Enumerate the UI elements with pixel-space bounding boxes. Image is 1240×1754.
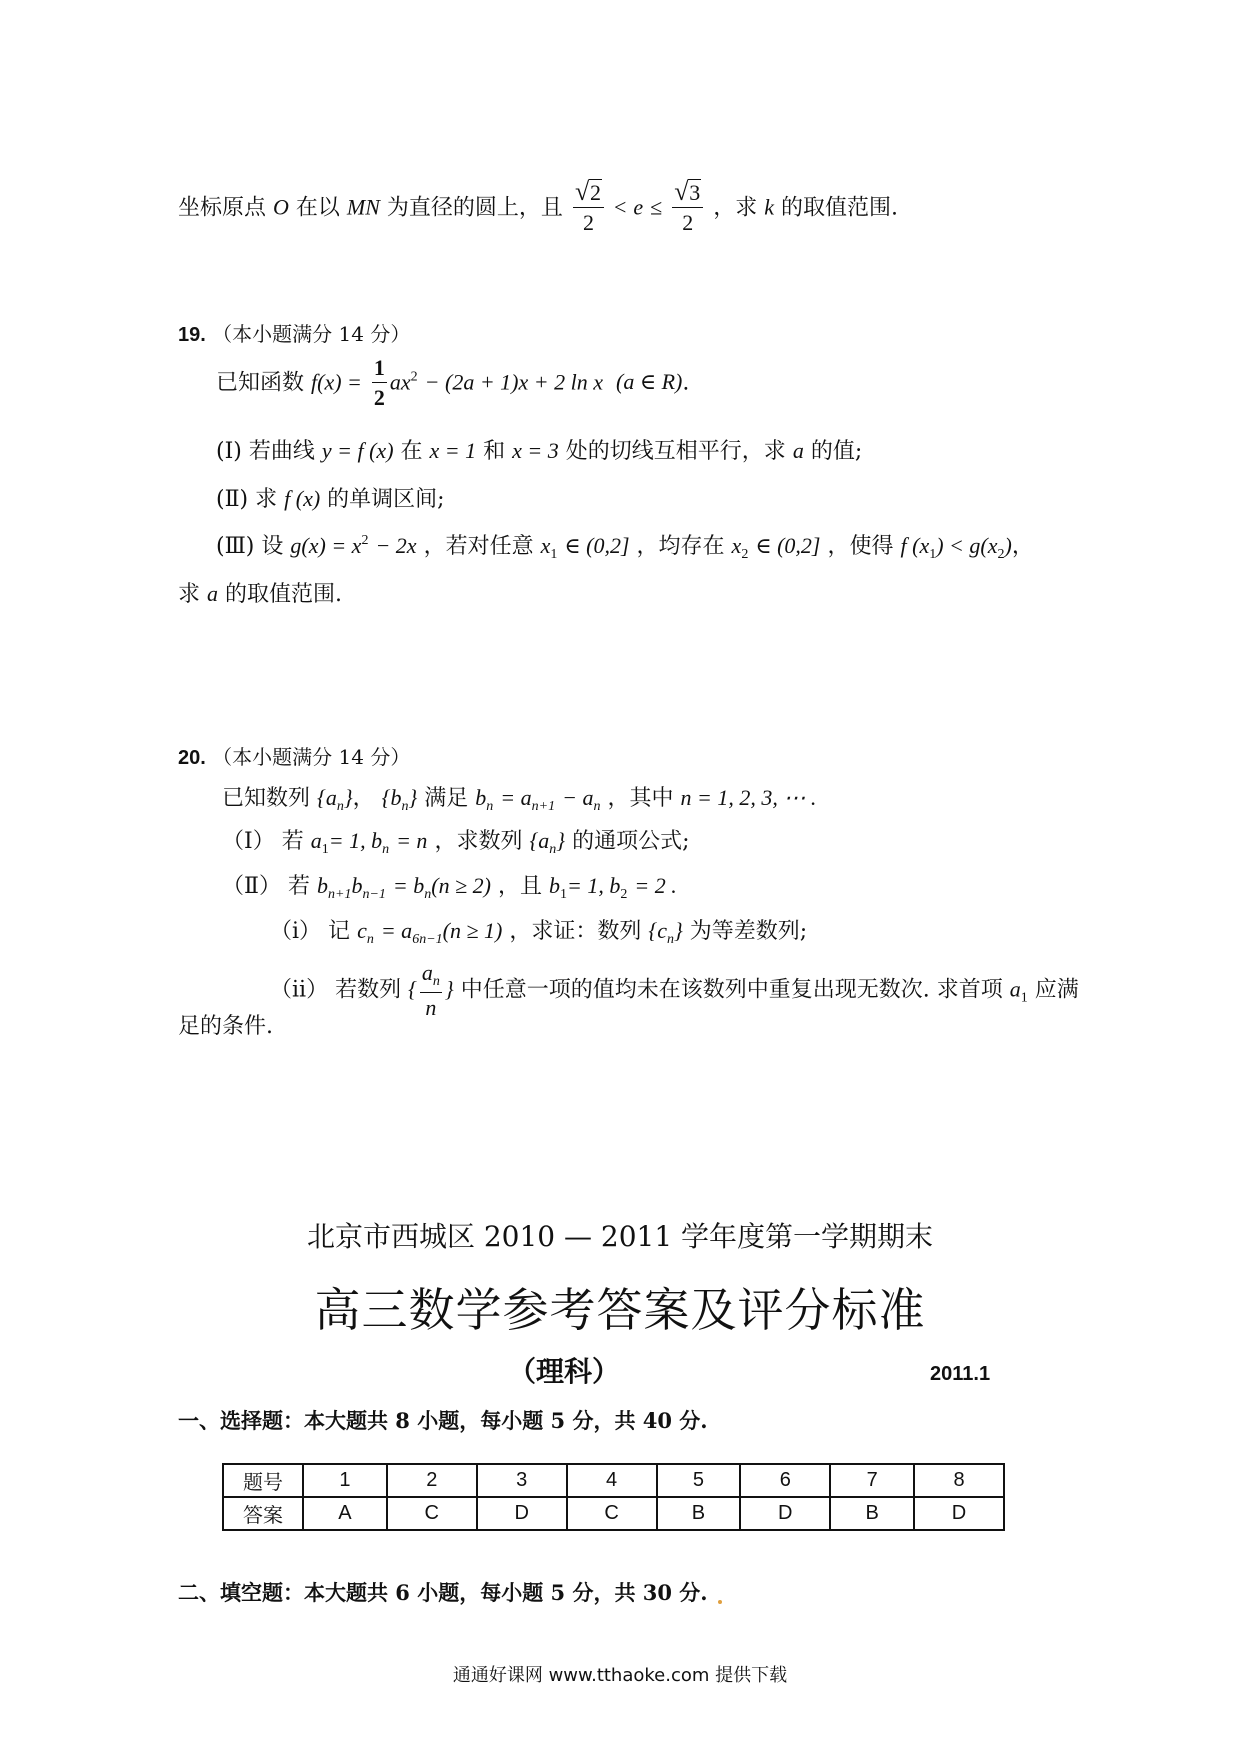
q20-pi-b: ，求证：数列: [509, 919, 642, 944]
q20-part2-ii-line2: [178, 1014, 273, 1040]
q20-p2-s4: 1: [560, 887, 567, 902]
q18-text-1: 坐标原点: [178, 195, 267, 221]
q20-comma1: ，: [352, 786, 375, 811]
q20-p2-b2: b: [351, 873, 363, 898]
q19-p3-x1: x: [540, 533, 551, 558]
answer-table-row-answers: [223, 1497, 1004, 1530]
q20-p2-b1: b: [316, 873, 328, 898]
q19-p3-ineq-c: ): [1004, 533, 1012, 558]
q20-pi-eq: = a: [380, 918, 413, 943]
q19-p3-exp: 2: [361, 533, 369, 548]
q20-pi-cond: (n ≥ 1): [442, 918, 503, 943]
q20-part2: [222, 873, 677, 904]
q19-p3-line2-a: 求: [178, 582, 201, 607]
q20-pi-close: }: [673, 918, 683, 943]
q20-p1-cond3: = n: [396, 828, 428, 853]
q19-stem-end: .: [682, 370, 690, 396]
answer-title-text: 高三数学参考答案及评分标准: [314, 1283, 926, 1337]
q20-close2: }: [408, 785, 418, 810]
q20-p2-init2: = 1, b: [567, 873, 621, 898]
q20-pi-a: 记: [328, 919, 351, 944]
q19-fx: f(x) =: [311, 369, 362, 395]
q20-p1-set: {a: [529, 828, 550, 853]
q19-stem: [216, 355, 689, 412]
q20-p1-a: 若: [281, 829, 304, 854]
q20-pi-s3: n: [666, 932, 674, 947]
q20-p1-cond2: = 1, b: [328, 828, 383, 853]
q18-var-mn: MN: [346, 194, 380, 220]
section1-heading-text: 一、选择题：本大题共 8 小题，每小题 5 分，共 40 分.: [178, 1408, 708, 1433]
q19-p1-label: (Ⅰ): [216, 439, 242, 464]
q19-p3-x2: x: [731, 533, 742, 558]
q20-np1: n+1: [531, 799, 556, 814]
q19-points: （本小题满分 14 分）: [212, 322, 411, 346]
q20-n1: n: [336, 799, 344, 814]
answer-table-row-numbers: [223, 1464, 1004, 1497]
q19-p1-text-c: 和: [483, 439, 506, 464]
q20-close1: }: [343, 785, 353, 810]
q20-pii-a1-sub: 1: [1020, 990, 1028, 1006]
table-cell: D: [740, 1497, 830, 1530]
q20-p2-s5: 2: [620, 887, 628, 902]
answer-subtitle: [508, 1355, 620, 1389]
table-cell: C: [567, 1497, 657, 1530]
q19-p3-g2: − 2x: [375, 533, 417, 558]
q19-part3-line2: [178, 581, 342, 608]
q18-text-2: 在以: [295, 195, 340, 221]
q19-p3-text-e: ，: [1011, 534, 1034, 559]
q20-p1-s1: 1: [321, 842, 329, 857]
q20-pi-c-end: 为等差数列;: [689, 919, 808, 944]
q20-pii-line2: 足的条件.: [178, 1014, 273, 1039]
q18-text-3: 为直径的圆上，且: [386, 195, 563, 221]
q20-points: （本小题满分 14 分）: [212, 745, 411, 769]
section2-heading: [178, 1580, 708, 1605]
q18-text-5: 的取值范围.: [780, 195, 898, 221]
q19-p3-label: (Ⅲ): [216, 534, 255, 559]
q19-p2-label: (Ⅱ): [216, 487, 249, 512]
q19-stem-text: 已知函数: [216, 370, 305, 396]
q19-p1-text-b: 在: [400, 439, 423, 464]
table-cell: D: [477, 1497, 567, 1530]
q19-p3-in1: ∈ (0,2]: [564, 533, 630, 558]
q18-le: ≤: [650, 194, 663, 220]
q20-n2: n: [401, 799, 409, 814]
table-cell: 4: [567, 1464, 657, 1497]
q19-p2-f: f (x): [284, 486, 321, 511]
table-cell-label: 题号: [223, 1464, 303, 1497]
q19-part2: [216, 486, 445, 513]
q20-pii-a1: a: [1009, 976, 1021, 1002]
section1-heading: [178, 1408, 708, 1433]
footer: [0, 1665, 1240, 1687]
q18-var-k: k: [764, 194, 774, 220]
q20-stem-b: 满足: [424, 786, 469, 811]
table-cell: 7: [830, 1464, 914, 1497]
q19-rest: − (2a + 1)x + 2 ln x: [424, 369, 603, 395]
answer-school-text: 北京市西城区 2010 — 2011 学年度第一学期期末: [306, 1220, 934, 1253]
q18-text-4: ，求: [713, 195, 758, 221]
answer-date-text: 2011.1: [930, 1363, 991, 1385]
table-cell: 1: [303, 1464, 387, 1497]
q19-p3-text-a: 设: [261, 534, 284, 559]
footer-text: 通通好课网 www.tthaoke.com 提供下载: [452, 1665, 788, 1686]
q19-p1-text-e: 的值;: [810, 439, 863, 464]
q20-p1-sn: n: [382, 842, 390, 857]
q19-header: [178, 322, 410, 347]
table-cell: 8: [914, 1464, 1004, 1497]
table-cell: A: [303, 1497, 387, 1530]
q20-header: [178, 745, 410, 770]
q20-p1-b: ，求数列: [434, 829, 523, 854]
answer-title: [0, 1283, 1240, 1338]
q20-p2-init3: = 2 .: [634, 873, 677, 898]
q20-pi-label: （ⅰ）: [270, 919, 322, 944]
q19-p3-line2-b: 的取值范围.: [225, 582, 343, 607]
q20-n3: n: [486, 799, 494, 814]
q20-part2-ii: [270, 960, 1079, 1021]
q20-pi-set: {c: [648, 918, 667, 943]
q19-part3: [216, 533, 1034, 564]
q19-p2-text-a: 求: [255, 487, 278, 512]
q19-number: 19.: [178, 324, 206, 346]
q19-p1-curve: y = f (x): [321, 438, 394, 463]
q20-p2-s2: n−1: [362, 887, 386, 902]
table-cell: D: [914, 1497, 1004, 1530]
q20-p2-init: b: [549, 873, 560, 898]
q18-frac-sqrt3: √ 3 2: [672, 180, 703, 237]
q18-frac-sqrt2: √ 2 2: [573, 180, 604, 237]
q19-p3-ineq-sub1: 1: [929, 547, 937, 562]
q18-var-e: e: [633, 194, 644, 220]
q19-p3-text-b: ，若对任意: [423, 534, 534, 559]
answer-date: [930, 1362, 990, 1386]
q20-p1-sn2: n: [549, 842, 557, 857]
q20-part1: [222, 828, 690, 859]
q20-p1-c: 的通项公式;: [572, 829, 690, 854]
q20-pi-c: c: [357, 918, 367, 943]
q20-n4: n: [593, 799, 601, 814]
answer-table: [222, 1463, 1005, 1531]
q19-domain: (a ∈ R): [616, 369, 683, 395]
q20-pii-open: {: [408, 976, 417, 1002]
q19-p3-in2: ∈ (0,2]: [755, 533, 821, 558]
q19-p3-g: g(x) = x: [290, 533, 362, 558]
q20-eq: = a: [500, 785, 532, 810]
table-cell: B: [830, 1497, 914, 1530]
q20-stem: [222, 785, 816, 816]
q20-bn-set: {b: [381, 785, 402, 810]
table-cell: 3: [477, 1464, 567, 1497]
q20-p1-cond: a: [310, 828, 322, 853]
q19-p1-text-d: 处的切线互相平行，求: [565, 439, 786, 464]
q20-p2-cond: (n ≥ 2): [431, 873, 491, 898]
q20-pii-label: （ⅱ）: [270, 977, 329, 1003]
q18-tail-line: [178, 177, 898, 237]
q20-nvals: n = 1, 2, 3, ⋯ .: [680, 785, 817, 810]
q19-p3-text-c: ，均存在: [636, 534, 725, 559]
q20-p1-label: （Ⅰ）: [222, 829, 275, 854]
q20-pi-s2: 6n−1: [412, 932, 443, 947]
q18-var-o: O: [273, 194, 289, 220]
table-cell: B: [657, 1497, 741, 1530]
table-cell: 5: [657, 1464, 741, 1497]
q20-pii-frac: $\frac{a_n}{n}$: [421, 960, 440, 1020]
q19-part1: [216, 438, 862, 465]
q19-p1-var: a: [792, 438, 804, 463]
q19-p1-x1: x = 1: [429, 438, 477, 463]
q20-number: 20.: [178, 747, 206, 769]
q20-part2-i: [270, 918, 807, 949]
q20-p2-a: 若: [287, 874, 310, 899]
q20-p2-s1: n+1: [327, 887, 352, 902]
q19-p3-text-d: ，使得: [827, 534, 894, 559]
q20-pii-c: 应满: [1034, 977, 1079, 1003]
answer-subtitle-text: （理科）: [508, 1355, 621, 1388]
q20-pii-a: 若数列: [335, 977, 402, 1003]
q20-p2-label: （Ⅱ）: [222, 874, 281, 899]
q20-pi-s1: n: [366, 932, 374, 947]
q20-p2-eq: = b: [392, 873, 425, 898]
q19-exp: 2: [410, 369, 418, 385]
table-cell-label: 答案: [223, 1497, 303, 1530]
q19-p3-ineq-a: f (x: [900, 533, 930, 558]
table-cell: 6: [740, 1464, 830, 1497]
q20-p2-b: ，且: [497, 874, 542, 899]
table-cell: 2: [387, 1464, 477, 1497]
table-cell: C: [387, 1497, 477, 1530]
q20-an-set: {a: [317, 785, 337, 810]
q19-p1-x3: x = 3: [512, 438, 559, 463]
q20-pii-b: 中任意一项的值均未在该数列中重复出现无数次. 求首项: [460, 977, 1003, 1003]
scan-mark-dot: [718, 1600, 722, 1604]
q19-p2-text-b: 的单调区间;: [327, 487, 445, 512]
q19-p3-line2-var: a: [207, 581, 219, 606]
q19-half: $\frac{1}{2}$: [373, 355, 385, 411]
q19-p3-ineq-sub2: 2: [997, 547, 1005, 562]
q19-ax: ax: [389, 369, 411, 395]
q19-p3-x1-sub: 1: [550, 547, 558, 562]
q19-p3-ineq-b: ) < g(x: [936, 533, 998, 558]
section2-heading-text: 二、填空题：本大题共 6 小题，每小题 5 分，共 30 分.: [178, 1580, 708, 1605]
answer-school-line: [0, 1220, 1240, 1254]
q20-p1-close: }: [556, 828, 566, 853]
q19-p3-x2-sub: 2: [741, 547, 749, 562]
q20-minus: − a: [562, 785, 594, 810]
q20-p2-s3: n: [424, 887, 432, 902]
q20-bn: b: [475, 785, 487, 810]
q18-lt: <: [613, 194, 627, 220]
q19-p1-text-a: 若曲线: [248, 439, 315, 464]
q20-stem-a: 已知数列: [222, 786, 311, 811]
q20-pii-close: }: [444, 976, 454, 1002]
q20-stem-c: ，其中: [607, 786, 674, 811]
